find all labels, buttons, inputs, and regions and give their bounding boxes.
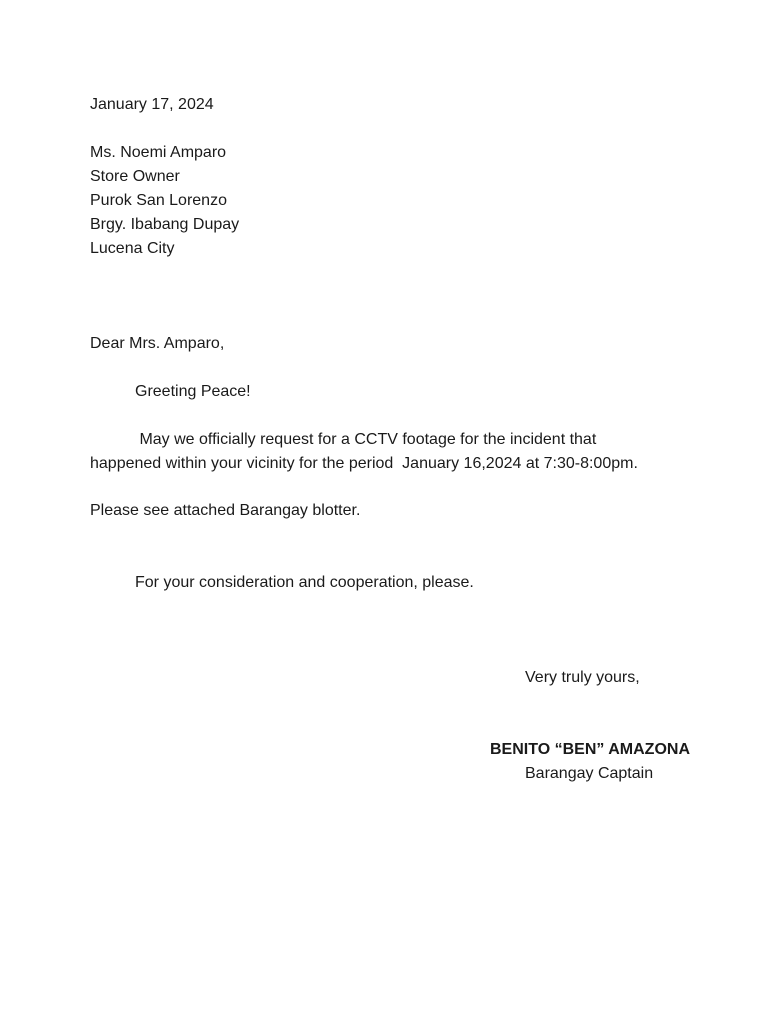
request-paragraph-line1: May we officially request for a CCTV footage for the incident that — [135, 431, 597, 448]
signatory-name: BENITO “BEN” AMAZONA — [490, 741, 690, 758]
recipient-name: Ms. Noemi Amparo — [90, 144, 227, 161]
salutation: Dear Mrs. Amparo, — [90, 335, 225, 352]
letter-date: January 17, 2024 — [90, 96, 214, 113]
request-paragraph-line2: happened within your vicinity for the period January 16,2024 at 7:30-8:00pm. — [90, 455, 638, 472]
attachment-note: Please see attached Barangay blotter. — [90, 502, 361, 519]
signatory-position: Barangay Captain — [525, 765, 654, 782]
recipient-address-line2: Brgy. Ibabang Dupay — [90, 216, 240, 233]
greeting: Greeting Peace! — [135, 383, 251, 400]
closing: Very truly yours, — [525, 669, 640, 686]
recipient-city: Lucena City — [90, 240, 175, 257]
recipient-address-line1: Purok San Lorenzo — [90, 192, 227, 209]
consideration-line: For your consideration and cooperation, please. — [135, 574, 474, 591]
recipient-title: Store Owner — [90, 168, 180, 185]
